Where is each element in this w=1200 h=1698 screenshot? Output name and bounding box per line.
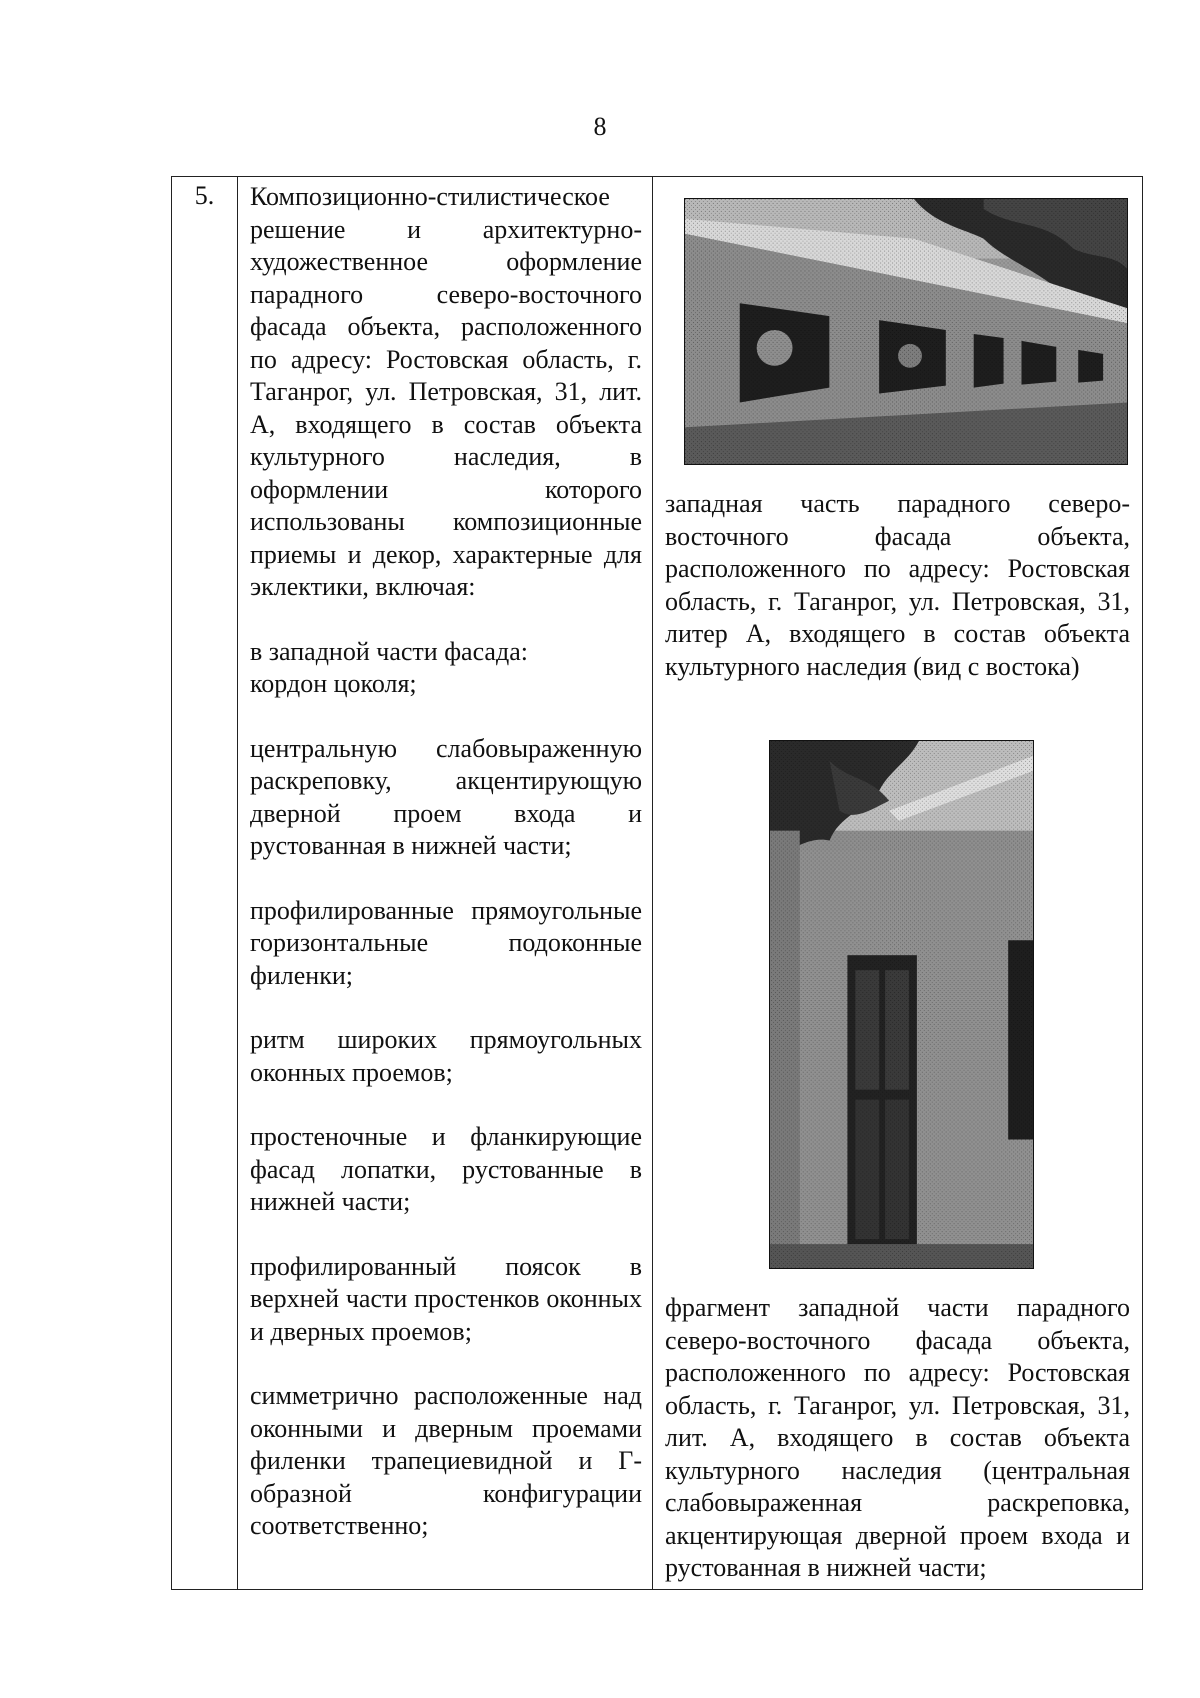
description-item: ритм широких прямоугольных оконных проемов; — [250, 1025, 642, 1087]
description-item: профилированный поясок в верхней части простенков оконных и дверных проемов; — [250, 1251, 642, 1346]
entrance-photo-caption: фрагмент западной части парадного северо-восточного фасада объекта, расположенного по адресу: Ростовская область, г. Таганрог, ул. Петровская, 31, лит. А, входящего в состав объекта культурного наследия (центральная слабовыраженная раскреповка, акцентирующая дверной проем входа и рустованная в нижней части; — [665, 1293, 1130, 1582]
description-item: симметрично расположенные над оконными и дверным проемами филенки трапециевидной и Г-образной конфигурации соответственно; — [250, 1381, 642, 1540]
description-intro: Композиционно-стилистическое решение и архитектурно-художественное оформление парадного северо-восточного фасада объекта, расположенного по адресу: Ростовская область, г. Таганрог, ул. Петровская, 31, лит. А, входящего в состав объекта культурного наследия, в оформлении которого использованы композиционные приемы и декор, характерные для эклектики, включая: — [250, 182, 642, 601]
entrance-photo — [769, 740, 1034, 1269]
page-number: 8 — [593, 112, 607, 141]
description-item: простеночные и фланкирующие фасад лопатки, рустованные в нижней части; — [250, 1122, 642, 1216]
document-table — [171, 176, 1143, 1590]
facade-photo-caption: западная часть парадного северо-восточного фасада объекта, расположенного по адресу: Ростовская область, г. Таганрог, ул. Петровская, 31, литер А, входящего в состав объекта культурного наследия (вид с востока) — [665, 489, 1130, 681]
description-item: в западной части фасада: — [250, 636, 528, 666]
row-number-cell — [172, 177, 238, 1589]
facade-photo — [684, 198, 1128, 465]
photos-cell — [653, 177, 1142, 1589]
row-number: 5. — [194, 181, 215, 210]
description-cell — [238, 177, 653, 1589]
description-item: центральную слабовыраженную раскреповку, акцентирующую дверной проем входа и рустованная в нижней части; — [250, 733, 642, 860]
description-item: профилированные прямоугольные горизонтальные подоконные филенки; — [250, 895, 642, 990]
description-item: кордон цоколя; — [250, 669, 417, 698]
